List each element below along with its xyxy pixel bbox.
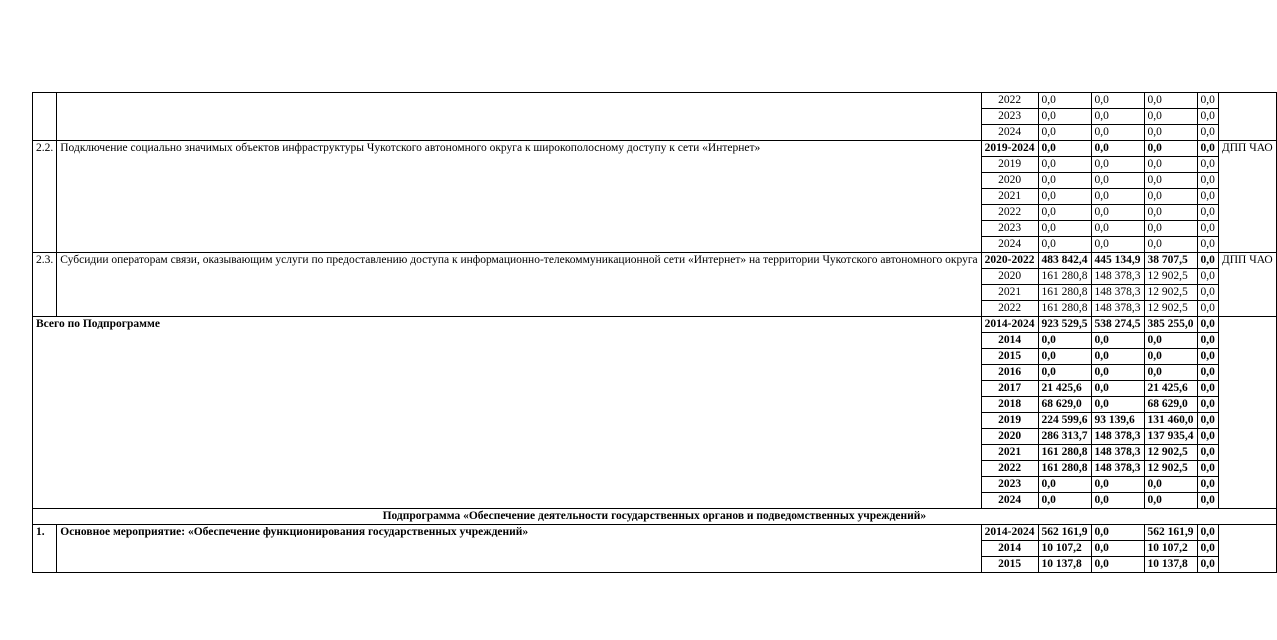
- amount-cell: 0,0: [1197, 413, 1218, 429]
- item-number: 2.3.: [33, 253, 57, 317]
- year-cell: 2021: [981, 285, 1038, 301]
- amount-cell: 161 280,8: [1038, 301, 1091, 317]
- year-cell: 2020: [981, 173, 1038, 189]
- year-cell: 2024: [981, 237, 1038, 253]
- year-cell: 2024: [981, 125, 1038, 141]
- agency-cell: [1218, 93, 1276, 141]
- amount-cell: 0,0: [1144, 125, 1197, 141]
- amount-cell: 68 629,0: [1038, 397, 1091, 413]
- amount-cell: 0,0: [1197, 397, 1218, 413]
- amount-cell: 148 378,3: [1091, 301, 1144, 317]
- year-cell: 2022: [981, 93, 1038, 109]
- subprogram-header: Подпрограмма «Обеспечение деятельности государственных органов и подведомственных учреждений»: [33, 509, 1277, 525]
- year-cell: 2023: [981, 477, 1038, 493]
- item-number: 1.: [33, 525, 57, 573]
- amount-cell: 0,0: [1197, 109, 1218, 125]
- amount-cell: 0,0: [1091, 205, 1144, 221]
- amount-cell: 0,0: [1144, 189, 1197, 205]
- amount-cell: 0,0: [1038, 333, 1091, 349]
- amount-cell: 0,0: [1197, 221, 1218, 237]
- amount-cell: 0,0: [1197, 157, 1218, 173]
- amount-cell: 12 902,5: [1144, 461, 1197, 477]
- agency-cell: [1218, 317, 1276, 509]
- amount-cell: 0,0: [1038, 125, 1091, 141]
- amount-cell: 148 378,3: [1091, 445, 1144, 461]
- amount-cell: 0,0: [1197, 173, 1218, 189]
- amount-cell: 0,0: [1197, 429, 1218, 445]
- amount-cell: 0,0: [1197, 205, 1218, 221]
- year-cell: 2021: [981, 189, 1038, 205]
- amount-cell: 562 161,9: [1144, 525, 1197, 541]
- amount-cell: 0,0: [1197, 333, 1218, 349]
- amount-cell: 483 842,4: [1038, 253, 1091, 269]
- table-body: [33, 93, 1277, 573]
- amount-cell: 0,0: [1038, 477, 1091, 493]
- amount-cell: 0,0: [1091, 93, 1144, 109]
- amount-cell: 0,0: [1038, 173, 1091, 189]
- amount-cell: 0,0: [1091, 237, 1144, 253]
- amount-cell: 148 378,3: [1091, 461, 1144, 477]
- amount-cell: 21 425,6: [1038, 381, 1091, 397]
- year-cell: 2019-2024: [981, 141, 1038, 157]
- amount-cell: 0,0: [1197, 189, 1218, 205]
- amount-cell: 0,0: [1144, 93, 1197, 109]
- amount-cell: 0,0: [1144, 237, 1197, 253]
- amount-cell: 0,0: [1091, 141, 1144, 157]
- amount-cell: 161 280,8: [1038, 461, 1091, 477]
- amount-cell: 0,0: [1144, 109, 1197, 125]
- amount-cell: 161 280,8: [1038, 445, 1091, 461]
- amount-cell: 0,0: [1091, 157, 1144, 173]
- amount-cell: 0,0: [1197, 525, 1218, 541]
- amount-cell: 12 902,5: [1144, 301, 1197, 317]
- amount-cell: 161 280,8: [1038, 269, 1091, 285]
- amount-cell: 0,0: [1144, 493, 1197, 509]
- amount-cell: 0,0: [1197, 349, 1218, 365]
- amount-cell: 0,0: [1197, 381, 1218, 397]
- amount-cell: 0,0: [1144, 365, 1197, 381]
- table-row: [33, 141, 1277, 157]
- amount-cell: 0,0: [1144, 173, 1197, 189]
- responsible-agency: ДПП ЧАО: [1218, 253, 1276, 317]
- total-label: Всего по Подпрограмме: [33, 317, 982, 509]
- year-cell: 2018: [981, 397, 1038, 413]
- table-row: [33, 317, 1277, 333]
- amount-cell: 0,0: [1197, 541, 1218, 557]
- amount-cell: 0,0: [1197, 237, 1218, 253]
- amount-cell: 0,0: [1144, 477, 1197, 493]
- amount-cell: 0,0: [1091, 365, 1144, 381]
- amount-cell: 0,0: [1038, 237, 1091, 253]
- amount-cell: 0,0: [1038, 109, 1091, 125]
- amount-cell: 0,0: [1197, 461, 1218, 477]
- amount-cell: 0,0: [1038, 221, 1091, 237]
- amount-cell: 0,0: [1197, 365, 1218, 381]
- budget-table: [32, 92, 1277, 573]
- responsible-agency: ДПП ЧАО: [1218, 141, 1276, 253]
- year-cell: 2015: [981, 557, 1038, 573]
- amount-cell: 0,0: [1091, 397, 1144, 413]
- item-description: Подключение социально значимых объектов инфраструктуры Чукотского автономного округа к широкополосному доступу к сети «Интернет»: [57, 141, 981, 253]
- amount-cell: 538 274,5: [1091, 317, 1144, 333]
- amount-cell: 12 902,5: [1144, 445, 1197, 461]
- num-cell: [33, 93, 57, 141]
- year-cell: 2023: [981, 109, 1038, 125]
- amount-cell: 0,0: [1091, 557, 1144, 573]
- amount-cell: 12 902,5: [1144, 269, 1197, 285]
- item-number: 2.2.: [33, 141, 57, 253]
- amount-cell: 12 902,5: [1144, 285, 1197, 301]
- amount-cell: 0,0: [1197, 253, 1218, 269]
- table-row: [33, 525, 1277, 541]
- amount-cell: 0,0: [1197, 125, 1218, 141]
- amount-cell: 0,0: [1197, 93, 1218, 109]
- year-cell: 2017: [981, 381, 1038, 397]
- amount-cell: 148 378,3: [1091, 269, 1144, 285]
- amount-cell: 0,0: [1197, 285, 1218, 301]
- amount-cell: 286 313,7: [1038, 429, 1091, 445]
- amount-cell: 562 161,9: [1038, 525, 1091, 541]
- amount-cell: 0,0: [1197, 317, 1218, 333]
- amount-cell: 0,0: [1197, 493, 1218, 509]
- amount-cell: 10 137,8: [1038, 557, 1091, 573]
- amount-cell: 0,0: [1197, 269, 1218, 285]
- year-cell: 2015: [981, 349, 1038, 365]
- year-cell: 2020: [981, 429, 1038, 445]
- amount-cell: 224 599,6: [1038, 413, 1091, 429]
- table-row: [33, 509, 1277, 525]
- amount-cell: 21 425,6: [1144, 381, 1197, 397]
- amount-cell: 131 460,0: [1144, 413, 1197, 429]
- amount-cell: 0,0: [1197, 301, 1218, 317]
- year-cell: 2016: [981, 365, 1038, 381]
- amount-cell: 0,0: [1197, 557, 1218, 573]
- amount-cell: 0,0: [1091, 349, 1144, 365]
- amount-cell: 0,0: [1144, 221, 1197, 237]
- year-cell: 2022: [981, 461, 1038, 477]
- amount-cell: 0,0: [1038, 141, 1091, 157]
- amount-cell: 0,0: [1197, 141, 1218, 157]
- amount-cell: 0,0: [1091, 189, 1144, 205]
- amount-cell: 0,0: [1144, 205, 1197, 221]
- year-cell: 2014-2024: [981, 317, 1038, 333]
- amount-cell: 0,0: [1091, 477, 1144, 493]
- amount-cell: 0,0: [1038, 93, 1091, 109]
- amount-cell: 0,0: [1091, 493, 1144, 509]
- amount-cell: 0,0: [1197, 445, 1218, 461]
- amount-cell: 148 378,3: [1091, 429, 1144, 445]
- amount-cell: 161 280,8: [1038, 285, 1091, 301]
- year-cell: 2019: [981, 157, 1038, 173]
- amount-cell: 68 629,0: [1144, 397, 1197, 413]
- year-cell: 2019: [981, 413, 1038, 429]
- amount-cell: 0,0: [1091, 173, 1144, 189]
- amount-cell: 137 935,4: [1144, 429, 1197, 445]
- year-cell: 2014-2024: [981, 525, 1038, 541]
- amount-cell: 0,0: [1091, 525, 1144, 541]
- year-cell: 2014: [981, 541, 1038, 557]
- amount-cell: 10 137,8: [1144, 557, 1197, 573]
- amount-cell: 923 529,5: [1038, 317, 1091, 333]
- amount-cell: 0,0: [1091, 221, 1144, 237]
- agency-cell: [1218, 525, 1276, 573]
- amount-cell: 0,0: [1038, 493, 1091, 509]
- amount-cell: 0,0: [1144, 349, 1197, 365]
- amount-cell: 0,0: [1038, 157, 1091, 173]
- amount-cell: 0,0: [1038, 205, 1091, 221]
- amount-cell: 0,0: [1197, 477, 1218, 493]
- year-cell: 2020: [981, 269, 1038, 285]
- year-cell: 2014: [981, 333, 1038, 349]
- desc-cell: [57, 93, 981, 141]
- amount-cell: 385 255,0: [1144, 317, 1197, 333]
- amount-cell: 0,0: [1091, 109, 1144, 125]
- amount-cell: 148 378,3: [1091, 285, 1144, 301]
- amount-cell: 0,0: [1091, 381, 1144, 397]
- amount-cell: 38 707,5: [1144, 253, 1197, 269]
- item-description: Субсидии операторам связи, оказывающим услуги по предоставлению доступа к информационно-телекоммуникационной сети «Интернет» на территории Чукотского автономного округа: [57, 253, 981, 317]
- amount-cell: 0,0: [1038, 349, 1091, 365]
- year-cell: 2022: [981, 205, 1038, 221]
- amount-cell: 0,0: [1091, 333, 1144, 349]
- item-description: Основное мероприятие: «Обеспечение функционирования государственных учреждений»: [57, 525, 981, 573]
- amount-cell: 0,0: [1038, 189, 1091, 205]
- table-row: [33, 93, 1277, 109]
- amount-cell: 445 134,9: [1091, 253, 1144, 269]
- amount-cell: 93 139,6: [1091, 413, 1144, 429]
- amount-cell: 0,0: [1091, 125, 1144, 141]
- amount-cell: 0,0: [1091, 541, 1144, 557]
- amount-cell: 0,0: [1144, 141, 1197, 157]
- amount-cell: 0,0: [1038, 365, 1091, 381]
- year-cell: 2020-2022: [981, 253, 1038, 269]
- amount-cell: 0,0: [1144, 333, 1197, 349]
- year-cell: 2023: [981, 221, 1038, 237]
- year-cell: 2024: [981, 493, 1038, 509]
- amount-cell: 10 107,2: [1144, 541, 1197, 557]
- amount-cell: 10 107,2: [1038, 541, 1091, 557]
- amount-cell: 0,0: [1144, 157, 1197, 173]
- table-row: [33, 253, 1277, 269]
- year-cell: 2022: [981, 301, 1038, 317]
- year-cell: 2021: [981, 445, 1038, 461]
